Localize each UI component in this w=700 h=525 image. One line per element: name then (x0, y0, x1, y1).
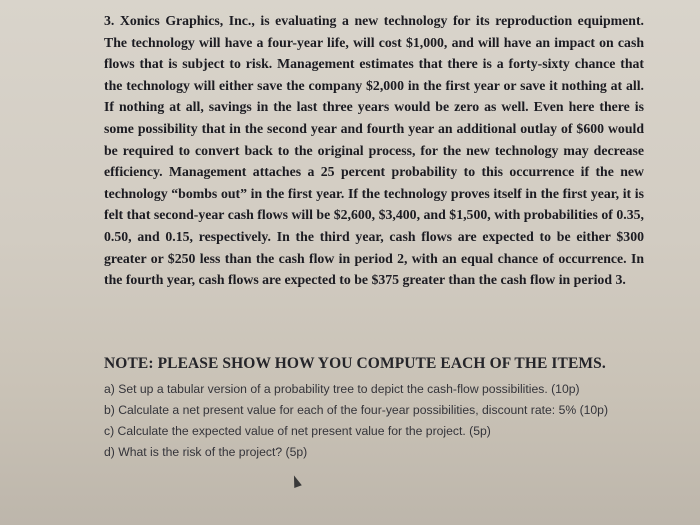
question-a: a) Set up a tabular version of a probability tree to depict the cash-flow possibilities. (10p) (104, 382, 580, 396)
question-b: b) Calculate a net present value for each of the four-year possibilities, discount rate: 5% (10p) (104, 403, 609, 417)
notes-section (104, 355, 664, 463)
question-list (104, 379, 664, 463)
problem-text: 3. Xonics Graphics, Inc., is evaluating a new technology for its reproduction equipment. The technology will have a four-year life, will cost $1,000, and will have an impact on cash flows that is subject to risk. Management estimates that there is a forty-sixty chance that the technology will either save the company $2,000 in the first year or save it nothing at all. If nothing at all, savings in the last three years would be zero as well. Even here there is some possibility that in the second year and fourth year an additional outlay of $600 would be required to convert back to the original process, for the new technology may decrease efficiency. Management attaches a 25 percent probability to this occurrence if the new technology “bombs out” in the first year. If the technology proves itself in the first year, it is felt that second-year cash flows will be $2,600, $3,400, and $1,500, with probabilities of 0.35, 0.50, and 0.15, respectively. In the third year, cash flows are expected to be either $300 greater or $250 less than the cash flow in period 2, with an equal chance of occurrence. In the fourth year, cash flows are expected to be $375 greater than the cash flow in period 3. (104, 13, 644, 288)
problem-statement (104, 10, 644, 291)
notes-title: NOTE: PLEASE SHOW HOW YOU COMPUTE EACH OF THE ITEMS. (104, 355, 606, 372)
question-d: d) What is the risk of the project? (5p) (104, 445, 308, 459)
mouse-cursor-icon (290, 474, 302, 488)
question-c: c) Calculate the expected value of net present value for the project. (5p) (104, 424, 491, 438)
